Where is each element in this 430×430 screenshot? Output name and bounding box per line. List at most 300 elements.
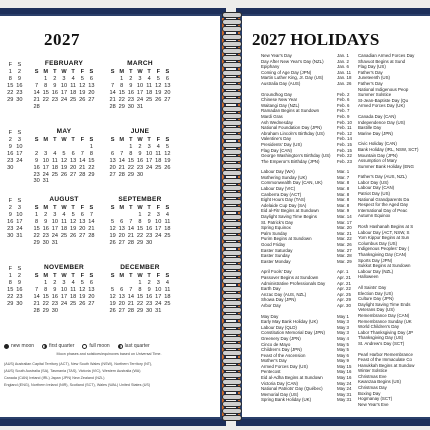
holiday-name: Patriot Day (US) [358, 191, 390, 197]
weekday-header: F [156, 69, 160, 75]
day-cell: 19 [109, 300, 116, 307]
day-cell: 27 [79, 232, 86, 239]
weekday-header: M [119, 137, 125, 143]
holiday-name: New Year's Day [261, 53, 292, 58]
holiday-date: Feb. 14 [337, 136, 352, 142]
day-cell: 12 [60, 157, 68, 164]
day-cell: 10 [155, 286, 162, 293]
holiday-name: Respect for the Aged Day [358, 202, 409, 208]
holiday-name: Flag Day (US) [358, 64, 386, 70]
holiday-name: Hanukkah Begins at Sundow [358, 362, 415, 368]
holiday-date [426, 274, 430, 280]
spiral-ring [222, 329, 242, 335]
month-grid [0, 198, 24, 239]
spiral-ring [222, 120, 242, 126]
holiday-date: Mar. 8 [337, 202, 350, 208]
day-cell: 17 [136, 89, 144, 96]
holiday-name: Thanksgiving Day (US) [358, 335, 404, 341]
holiday-name: Greenery Day (JPN) [261, 335, 301, 341]
spiral-ring [222, 156, 242, 162]
month-name: AUGUST [49, 196, 79, 203]
day-cell: 19 [70, 225, 77, 232]
holiday-name: Shavuot Begins at Sund [358, 58, 406, 64]
month-grid [32, 69, 96, 110]
weekday-header: W [61, 69, 67, 75]
day-cell: 10 [16, 211, 23, 218]
holiday-date: Feb. 12 [337, 130, 352, 136]
spiral-ring [222, 271, 242, 277]
day-cell: 29 [127, 171, 134, 178]
holiday-month-group [261, 92, 359, 165]
holiday-date: Feb. 10 [337, 119, 352, 125]
day-cell: 9 [147, 286, 151, 293]
weekday-header: M [43, 205, 49, 211]
weekday-header: F [80, 69, 84, 75]
holiday-name: Day After New Year's Day (NZL) [261, 58, 324, 64]
day-cell: 7 [111, 82, 115, 89]
holiday-name: May Day [261, 313, 279, 319]
spiral-ring [222, 394, 242, 400]
day-cell: 7 [35, 82, 39, 89]
holiday-date: Feb. 15 [337, 141, 352, 147]
day-cell: S [17, 62, 22, 68]
holiday-month-group [358, 114, 430, 136]
holiday-name: National Indigenous Peop [358, 86, 409, 92]
holiday-date [426, 164, 430, 170]
day-cell: 13 [70, 157, 77, 164]
holiday-date: May 15 [337, 363, 352, 369]
holiday-date: Mar. 1 [337, 169, 350, 175]
holiday-name: Armed Forces Day (US) [261, 363, 308, 369]
day-cell: 4 [156, 143, 160, 150]
day-cell: 12 [109, 225, 116, 232]
day-cell: 16 [16, 286, 23, 293]
holiday-month-group [358, 285, 430, 347]
day-cell: 12 [70, 218, 77, 225]
day-cell: 23 [146, 232, 153, 239]
weekday-header: S [89, 273, 94, 279]
month-name: MAY [56, 128, 72, 135]
holiday-name: Bank Holiday (IRL, NSW, SCT) [358, 146, 419, 152]
day-cell: 24 [60, 300, 68, 307]
day-cell: 31 [51, 239, 58, 246]
day-cell: 27 [118, 307, 125, 314]
day-cell: 16 [146, 293, 153, 300]
weekday-header: F [80, 273, 84, 279]
day-cell: 2 [17, 272, 21, 279]
day-cell: 8 [8, 75, 12, 82]
holiday-date: May 3 [337, 324, 349, 330]
day-cell: 12 [164, 150, 171, 157]
day-cell: F [8, 198, 12, 204]
day-cell: 17 [60, 293, 68, 300]
day-cell: 17 [60, 89, 68, 96]
holiday-name: Daylight Saving Time Begins [261, 214, 317, 220]
day-cell: 7 [35, 286, 39, 293]
day-cell: 21 [88, 225, 95, 232]
spiral-ring [222, 98, 242, 104]
holiday-date: Feb. 22 [337, 153, 352, 159]
abbreviation-note-4: England (ENG), Northern Ireland (NIR), Scotland (SCT), Wales (WAL) United States (US) [4, 383, 151, 387]
holiday-date: Mar. 20 [337, 225, 352, 231]
holiday-date: May 16 [337, 369, 352, 375]
spiral-ring [222, 55, 242, 61]
spiral-ring [222, 300, 242, 306]
day-cell: 17 [16, 218, 23, 225]
holiday-name: Independence Day (US) [358, 119, 406, 125]
spiral-ring [222, 322, 242, 328]
day-cell: 3 [62, 279, 66, 286]
day-cell: 10 [60, 82, 68, 89]
month-grid [32, 205, 96, 246]
holiday-date: Jan. 26 [337, 80, 352, 86]
day-cell: 3 [138, 75, 142, 82]
holiday-row [358, 274, 430, 280]
spiral-ring [222, 293, 242, 299]
day-cell: 5 [80, 279, 84, 286]
spiral-ring [222, 199, 242, 205]
holiday-date: Mar. 14 [337, 214, 352, 220]
holiday-date: Feb. 23 [337, 158, 352, 164]
day-cell: 25 [70, 300, 77, 307]
holiday-date: Jan. 2 [337, 58, 349, 64]
day-cell: 24 [16, 157, 23, 164]
holiday-name: Civic Holiday (CAN) [358, 141, 397, 147]
month-name: FEBRUARY [44, 60, 84, 67]
day-cell: 5 [156, 75, 160, 82]
weekday-header: S [34, 137, 39, 143]
spiral-ring [222, 314, 242, 320]
day-cell: 25 [51, 171, 58, 178]
holiday-date [426, 103, 430, 109]
holiday-month-group [358, 141, 430, 169]
day-cell: 16 [127, 89, 134, 96]
legend-first-quarter: first quarter [42, 343, 74, 349]
holiday-name: Labor Thanksgiving Day (JP [358, 329, 414, 335]
day-cell: 23 [7, 157, 14, 164]
holiday-date: May 24 [337, 380, 352, 386]
weekday-header: S [34, 205, 39, 211]
weekday-header: M [119, 69, 125, 75]
spiral-ring [222, 163, 242, 169]
weekday-header: S [165, 69, 170, 75]
day-cell: 26 [164, 164, 171, 171]
day-cell: 23 [146, 300, 153, 307]
day-cell: 22 [33, 232, 40, 239]
holiday-name: Easter Saturday [261, 247, 293, 253]
day-cell: 3 [156, 279, 160, 286]
holiday-date: May 1 [337, 313, 349, 319]
weekday-header: S [34, 69, 39, 75]
day-cell: 2 [17, 68, 21, 75]
holiday-name: Election Day (US) [358, 290, 393, 296]
day-cell: S [17, 266, 22, 272]
day-cell: 8 [89, 150, 93, 157]
day-cell: 1 [120, 75, 124, 82]
day-cell: 7 [129, 218, 133, 225]
legend-new-moon: new moon [4, 343, 34, 349]
weekday-header: T [147, 205, 151, 211]
weekday-header: M [119, 273, 125, 279]
day-cell: 19 [79, 89, 86, 96]
holiday-name: Culture Day (JPN) [358, 296, 394, 302]
holiday-name: Kwanzaa Begins (US) [358, 379, 401, 385]
day-cell: 14 [127, 293, 134, 300]
day-cell: 21 [127, 232, 134, 239]
day-cell: 23 [7, 225, 14, 232]
holiday-date: Feb. 9 [337, 113, 350, 119]
holiday-row [261, 259, 359, 265]
holiday-name: Canberra Day (ACT) [261, 191, 302, 197]
holiday-name: Early May Bank Holiday (UK) [261, 319, 318, 325]
month-calendar [108, 128, 172, 178]
holiday-name: All Saints' Day [358, 284, 387, 290]
holiday-month-group [358, 224, 430, 280]
day-cell: 16 [16, 82, 23, 89]
day-cell: 8 [44, 286, 48, 293]
holiday-name: Administrative Professionals Day [261, 280, 326, 286]
day-cell: 9 [53, 286, 57, 293]
holiday-name: Palm Sunday [261, 230, 288, 236]
day-cell: 24 [146, 164, 153, 171]
holiday-date: May 24 [337, 386, 352, 392]
day-cell: 25 [146, 96, 153, 103]
holiday-date: Apr. 29 [337, 297, 351, 303]
day-cell: 3 [17, 204, 21, 211]
weekday-header: T [147, 137, 151, 143]
weekday-header: F [80, 137, 84, 143]
day-cell: 13 [88, 82, 95, 89]
day-cell: 22 [136, 232, 144, 239]
day-cell: 27 [109, 171, 116, 178]
day-cell: 30 [7, 232, 14, 239]
day-cell: 20 [118, 300, 125, 307]
holiday-name: April Fools' Day [261, 269, 292, 275]
day-cell: 3 [156, 211, 160, 218]
holiday-name: Commonwealth Day (CAN, UK) [261, 180, 323, 186]
spiral-ring [222, 91, 242, 97]
day-cell: S [17, 198, 22, 204]
weekday-header: S [165, 205, 170, 211]
weekday-header: F [156, 273, 160, 279]
spiral-ring [222, 185, 242, 191]
spiral-ring [222, 401, 242, 407]
first-quarter-icon [42, 344, 47, 349]
day-cell: 5 [62, 150, 66, 157]
day-cell: 11 [51, 157, 58, 164]
holiday-name: George Washington's Birthday (US) [261, 153, 331, 159]
day-cell: 8 [120, 82, 124, 89]
holiday-name: Ash Wednesday [261, 119, 293, 125]
holiday-name: Easter Monday [261, 258, 291, 264]
month-calendar [32, 196, 96, 246]
day-cell: 6 [80, 211, 84, 218]
holiday-name: St. Andrew's Day (SCT) [358, 340, 405, 346]
day-cell: 30 [136, 171, 144, 178]
day-cell: 14 [127, 225, 134, 232]
holiday-date: May 6 [337, 352, 349, 358]
month-calendar [0, 60, 24, 103]
day-cell: 25 [60, 232, 68, 239]
weekday-header: T [71, 273, 75, 279]
weekday-header: F [156, 137, 160, 143]
day-cell: 13 [118, 225, 125, 232]
weekday-header: T [147, 69, 151, 75]
day-cell: 23 [42, 232, 49, 239]
spiral-ring [222, 84, 242, 90]
day-cell: 12 [79, 286, 86, 293]
day-cell: 9 [8, 211, 12, 218]
day-cell: 9 [129, 82, 133, 89]
day-cell: 8 [8, 279, 12, 286]
day-cell: 20 [164, 89, 171, 96]
day-cell: 21 [33, 300, 40, 307]
day-cell: 9 [17, 75, 21, 82]
holiday-date: Mar. 17 [337, 219, 352, 225]
day-cell: 20 [88, 293, 95, 300]
day-cell: 18 [70, 89, 77, 96]
day-cell: 30 [16, 300, 23, 307]
holiday-name: Assumption of Mary [358, 158, 397, 164]
day-cell: 18 [70, 293, 77, 300]
holiday-name: Easter Sunday [261, 253, 290, 259]
day-cell: 18 [51, 164, 58, 171]
day-cell: 1 [35, 211, 39, 218]
holiday-name: Feast of the Immaculate Co [358, 357, 412, 363]
day-cell: 2 [8, 204, 12, 211]
day-cell: 26 [155, 96, 162, 103]
legend-last-quarter: last quarter [118, 343, 150, 349]
day-cell: 29 [136, 307, 144, 314]
day-cell: 6 [89, 279, 93, 286]
day-cell: 5 [111, 218, 115, 225]
day-cell: 11 [70, 286, 77, 293]
day-cell: 26 [60, 171, 68, 178]
spiral-ring [222, 286, 242, 292]
day-cell: 23 [51, 96, 58, 103]
holiday-name: Indigenous Peoples' Day ( [358, 246, 410, 252]
day-cell: 22 [42, 300, 49, 307]
spiral-ring [222, 386, 242, 392]
day-cell: 4 [53, 150, 57, 157]
day-cell: 21 [127, 300, 134, 307]
day-cell: 10 [42, 157, 49, 164]
day-cell: 23 [16, 89, 23, 96]
holiday-name: Arbor Day [261, 302, 281, 308]
day-cell: 14 [109, 89, 116, 96]
holiday-name: Boxing Day [358, 390, 381, 396]
weekday-header: W [61, 273, 67, 279]
day-cell: 9 [138, 150, 142, 157]
holiday-date: May 31 [337, 391, 352, 397]
day-cell: 18 [164, 225, 171, 232]
spiral-ring [222, 379, 242, 385]
holiday-name: Armed Forces Day (UK) [358, 103, 405, 109]
spiral-ring [222, 235, 242, 241]
spiral-ring [222, 113, 242, 119]
holiday-name: Labour Day (ACT, NSW, S [358, 229, 410, 235]
day-cell: 17 [155, 225, 162, 232]
day-cell: 27 [88, 300, 95, 307]
spiral-ring [222, 19, 242, 25]
day-cell: 30 [51, 307, 58, 314]
day-cell: 23 [127, 96, 134, 103]
holiday-name: Autumn Equinox [358, 213, 391, 219]
day-cell: 4 [165, 279, 169, 286]
holiday-name: Eid al-Adha Begins at Sundown [261, 375, 323, 381]
weekday-header: S [110, 69, 115, 75]
day-cell: 30 [42, 239, 49, 246]
day-cell: 29 [136, 239, 144, 246]
day-cell: 10 [16, 143, 23, 150]
holiday-row [358, 131, 430, 137]
abbreviation-note-3: Canada (CAN) Ireland (IRL) Japan (JPN) New Zealand (NZL) [4, 376, 105, 380]
holiday-date: Jan. 1 [337, 53, 349, 58]
spiral-ring [222, 350, 242, 356]
day-cell: 29 [7, 96, 14, 103]
day-cell: 6 [111, 150, 115, 157]
holiday-name: Cinco de Mayo [261, 341, 291, 347]
day-cell: 22 [127, 164, 134, 171]
holiday-name: Coming of Age Day (JPN) [261, 69, 312, 75]
day-cell: 20 [109, 164, 116, 171]
day-cell: 29 [42, 307, 49, 314]
holiday-name: Christmas Day [358, 385, 387, 391]
spiral-ring [222, 365, 242, 371]
holiday-name: Mountain Day (JPN) [358, 152, 398, 158]
day-cell: 28 [118, 171, 125, 178]
holiday-name: Groundhog Day [261, 91, 292, 97]
holiday-name: Good Friday [261, 242, 286, 247]
day-cell: 29 [118, 103, 125, 110]
holiday-name: Australia Day (AUS) [261, 80, 301, 86]
day-cell: 13 [164, 82, 171, 89]
day-cell: 30 [16, 96, 23, 103]
holiday-date: Apr. 22 [337, 286, 351, 292]
day-cell: 17 [16, 150, 23, 157]
day-cell: 31 [42, 178, 49, 185]
month-grid [108, 137, 172, 178]
weekday-header: S [110, 205, 115, 211]
day-cell: 28 [33, 103, 40, 110]
spiral-ring [222, 206, 242, 212]
holiday-name: Pearl Harbor Remembrance [358, 351, 413, 357]
holiday-name: Feast of the Ascension [261, 352, 306, 358]
holiday-date: Feb. 6 [337, 102, 350, 108]
weekday-header: S [110, 137, 115, 143]
weekday-header: F [156, 205, 160, 211]
holiday-name: Flag Day (CAN) [261, 147, 292, 153]
day-cell: 20 [118, 232, 125, 239]
day-cell: 23 [33, 171, 40, 178]
day-cell: 5 [80, 75, 84, 82]
day-cell: 10 [146, 150, 153, 157]
day-cell: 6 [120, 218, 124, 225]
holiday-name: International Day of Peac [358, 207, 408, 213]
holiday-name: Veterans Day (US) [358, 307, 395, 313]
spiral-ring [222, 415, 242, 421]
day-cell: 22 [88, 164, 95, 171]
day-cell: 24 [136, 96, 144, 103]
holiday-name: Labour Day (QLD) [261, 324, 297, 330]
holiday-name: Sports Day (JPN) [358, 257, 393, 263]
holiday-name: Canadian Armed Forces Day [358, 53, 415, 58]
holiday-name: Anzac Day (AUS, NZL) [261, 291, 307, 297]
holiday-name: Pentecost [261, 369, 281, 375]
holiday-name: Father's Day (AUS, NZL) [358, 174, 407, 180]
day-cell: 10 [155, 218, 162, 225]
day-cell: 22 [118, 96, 125, 103]
